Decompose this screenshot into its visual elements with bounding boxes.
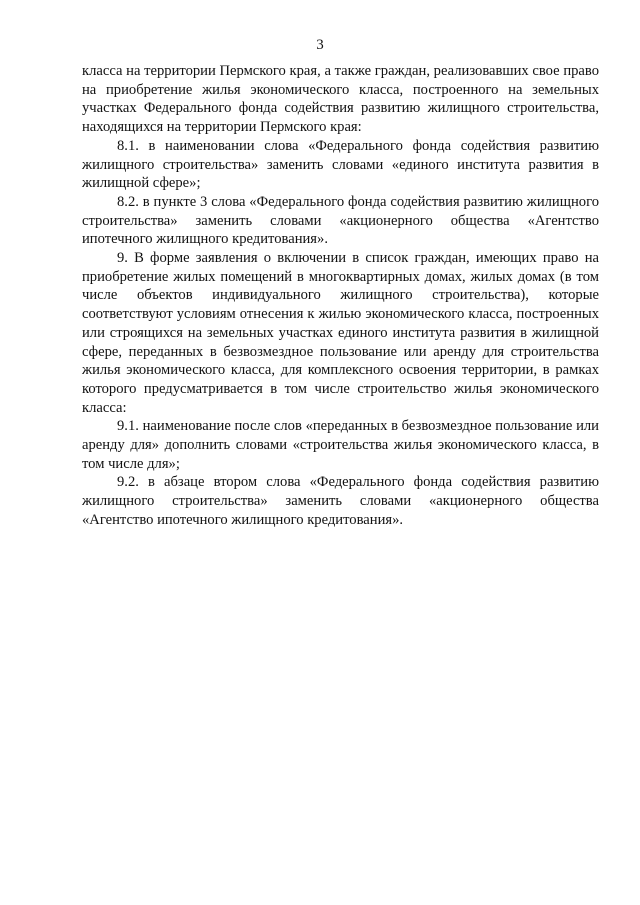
document-body: [82, 62, 599, 530]
paragraph-item-9-2: 9.2. в абзаце втором слова «Федерального фонда содействия развитию жилищного строительства» заменить словами «акционерного общества «Агентство ипотечного жилищного кредитования».: [82, 474, 599, 528]
paragraph-item-8-1: 8.1. в наименовании слова «Федерального фонда содействия развитию жилищного строительства» заменить словами «единого института развития в жилищной сфере»;: [82, 137, 599, 192]
page-number: 3: [316, 37, 324, 53]
paragraph-item-9: 9. В форме заявления о включении в список граждан, имеющих право на приобретение жилых помещений в многоквартирных домах, жилых домах (в том числе объектов индивидуального жилищного строительства), которые соответствуют условиям отнесения к жилью экономического класса, построенных или строящихся на земельных участках единого института развития в жилищной сфере, переданных в безвозмездное пользование или аренду для строительства жилья экономического класса, для комплексного освоения территории, в рамках которого предусматривается в том числе строительство жилья экономического класса:: [82, 250, 599, 416]
paragraph-item-9-1: 9.1. наименование после слов «переданных в безвозмездное пользование или аренду для» дополнить словами «строительства жилья экономического класса, в том числе для»;: [82, 418, 599, 472]
paragraph-item-8-2: 8.2. в пункте 3 слова «Федерального фонда содействия развитию жилищного строительства» заменить словами «акционерного общества «Агентство ипотечного жилищного кредитования».: [82, 193, 599, 248]
paragraph-continuation: класса на территории Пермского края, а также граждан, реализовавших свое право на приобретение жилья экономического класса, построенного на земельных участках Федерального фонда содействия развитию жилищного строительства, находящихся на территории Пермского края:: [82, 63, 599, 136]
